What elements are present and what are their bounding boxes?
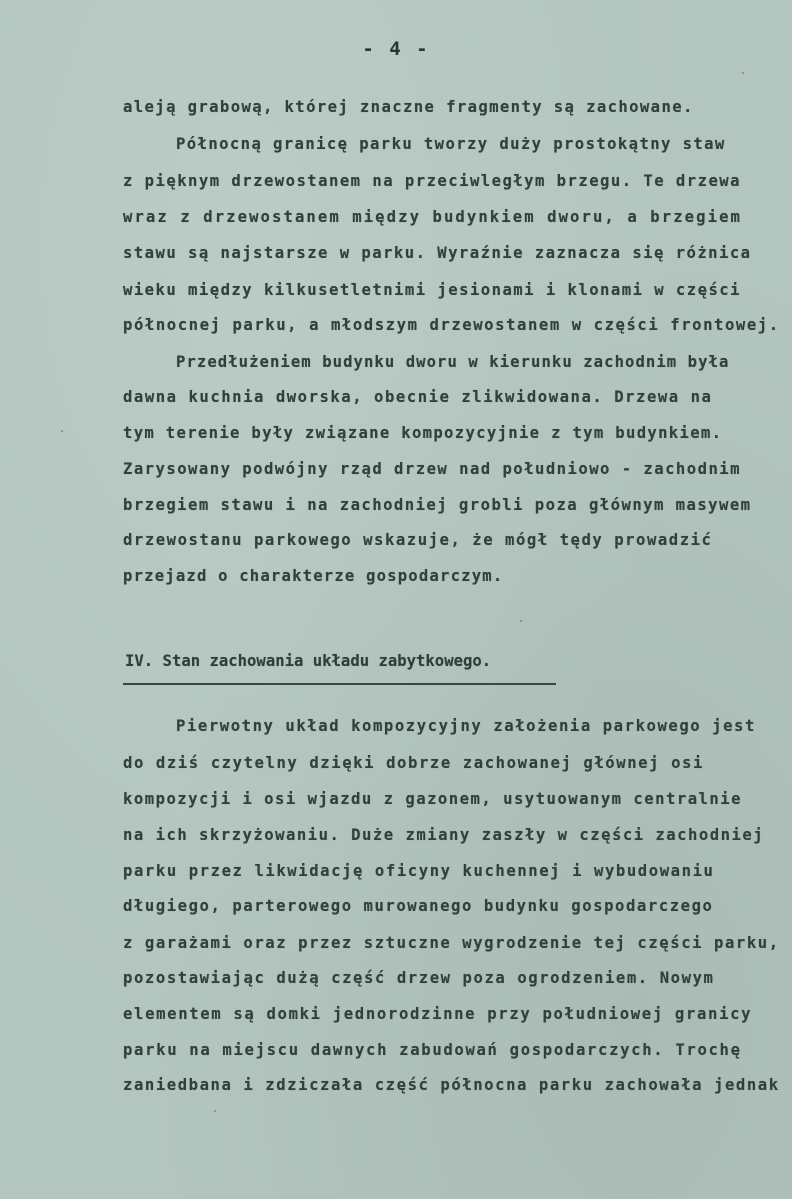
text-line: wraz z drzewostanem między budynkiem dworu, a brzegiem — [123, 208, 742, 226]
text-line: do dziś czytelny dzięki dobrze zachowanej głównej osi — [123, 754, 704, 772]
text-line: pozostawiając dużą część drzew poza ogrodzeniem. Nowym — [123, 969, 715, 987]
text-line: Pierwotny układ kompozycyjny założenia parkowego jest — [176, 717, 756, 735]
text-line: dawna kuchnia dworska, obecnie zlikwidowana. Drzewa na — [123, 388, 713, 406]
text-line: na ich skrzyżowaniu. Duże zmiany zaszły w części zachodniej — [123, 826, 765, 844]
text-line: długiego, parterowego murowanego budynku gospodarczego — [123, 897, 714, 915]
text-line: kompozycji i osi wjazdu z gazonem, usytuowanym centralnie — [123, 790, 742, 808]
text-line: z pięknym drzewostanem na przeciwległym brzegu. Te drzewa — [123, 172, 741, 190]
text-line: brzegiem stawu i na zachodniej grobli poza głównym masywem — [123, 496, 752, 514]
text-line: stawu są najstarsze w parku. Wyraźnie zaznacza się różnica — [123, 244, 752, 262]
text-line: zaniedbana i zdziczała część północna parku zachowała jednak — [123, 1076, 780, 1094]
paper-speck — [742, 72, 744, 74]
text-line: aleją grabową, której znaczne fragmenty są zachowane. — [123, 98, 694, 116]
text-line: Zarysowany podwójny rząd drzew nad południowo - zachodnim — [123, 460, 741, 478]
text-line: tym terenie były związane kompozycyjnie z tym budynkiem. — [123, 424, 723, 442]
heading-underline — [123, 683, 556, 685]
text-line: parku na miejscu dawnych zabudowań gospodarczych. Trochę — [123, 1041, 742, 1059]
text-line: z garażami oraz przez sztuczne wygrodzenie tej części parku, — [123, 934, 780, 952]
text-line: Północną granicę parku tworzy duży prostokątny staw — [176, 135, 726, 153]
text-line: północnej parku, a młodszym drzewostanem w części frontowej. — [123, 316, 780, 334]
text-line: Przedłużeniem budynku dworu w kierunku zachodnim była — [176, 353, 730, 371]
text-line: elementem są domki jednorodzinne przy południowej granicy — [123, 1005, 753, 1023]
text-line: parku przez likwidację oficyny kuchennej i wybudowaniu — [123, 862, 715, 880]
section-heading: IV. Stan zachowania układu zabytkowego. — [125, 652, 492, 670]
paper-speck — [61, 430, 63, 432]
text-line: wieku między kilkusetletnimi jesionami i klonami w części — [123, 281, 741, 299]
text-line: drzewostanu parkowego wskazuje, że mógł tędy prowadzić — [123, 531, 713, 549]
paper-speck — [520, 620, 522, 622]
text-line: przejazd o charakterze gospodarczym. — [123, 567, 504, 585]
page-number: - 4 - — [362, 38, 430, 60]
paper-speck — [214, 1110, 216, 1112]
